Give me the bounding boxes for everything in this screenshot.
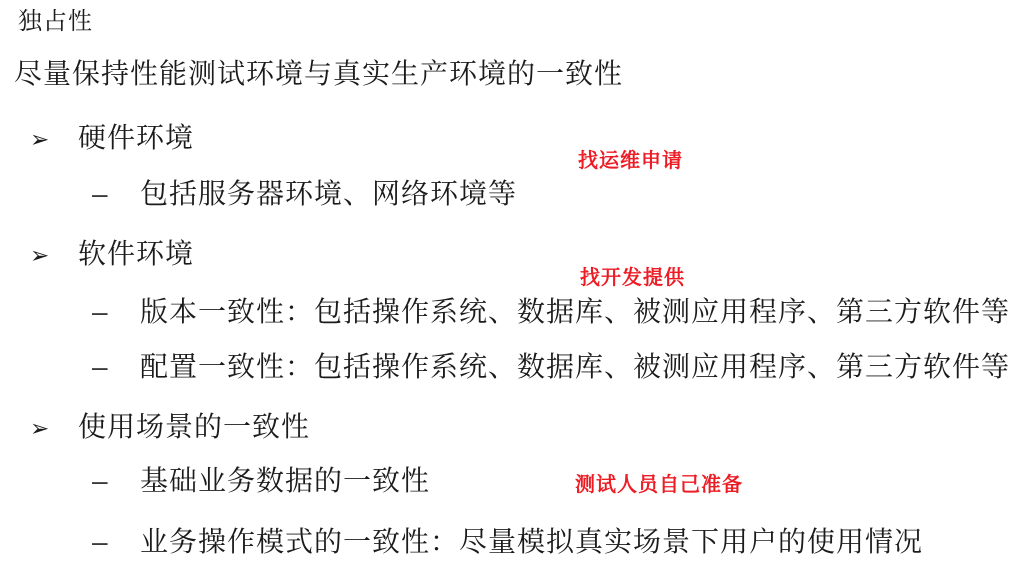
- section-heading-hardware: [30, 122, 194, 154]
- dash-icon: –: [92, 465, 109, 496]
- slide-subtitle: 尽量保持性能测试环境与真实生产环境的一致性: [14, 58, 624, 89]
- bullet-item: [92, 465, 430, 497]
- bullet-item-label: 配置一致性：包括操作系统、数据库、被测应用程序、第三方软件等: [140, 351, 1011, 382]
- annotation-hardware: 找运维申请: [578, 150, 683, 172]
- bullet-item: [92, 178, 517, 210]
- bullet-item: [92, 296, 1010, 328]
- dash-icon: –: [92, 351, 109, 382]
- annotation-software: 找开发提供: [580, 267, 685, 289]
- slide-title: 独占性: [18, 8, 93, 35]
- section-heading-label: 硬件环境: [78, 122, 195, 153]
- dash-icon: –: [92, 526, 109, 557]
- bullet-item: [92, 526, 923, 558]
- arrow-bullet-icon: ➢: [30, 126, 51, 152]
- section-heading-software: [30, 238, 194, 270]
- bullet-item-label: 基础业务数据的一致性: [140, 465, 431, 496]
- section-heading-label: 使用场景的一致性: [78, 411, 311, 442]
- annotation-scenario: 测试人员自己准备: [575, 474, 743, 496]
- dash-icon: –: [92, 296, 109, 327]
- section-heading-scenario: [30, 411, 310, 443]
- arrow-bullet-icon: ➢: [30, 415, 51, 441]
- section-heading-label: 软件环境: [78, 238, 195, 269]
- dash-icon: –: [92, 178, 109, 209]
- bullet-item-label: 版本一致性：包括操作系统、数据库、被测应用程序、第三方软件等: [140, 296, 1011, 327]
- bullet-item: [92, 351, 1010, 383]
- arrow-bullet-icon: ➢: [30, 242, 51, 268]
- bullet-item-label: 业务操作模式的一致性：尽量模拟真实场景下用户的使用情况: [140, 526, 924, 557]
- bullet-item-label: 包括服务器环境、网络环境等: [140, 178, 518, 209]
